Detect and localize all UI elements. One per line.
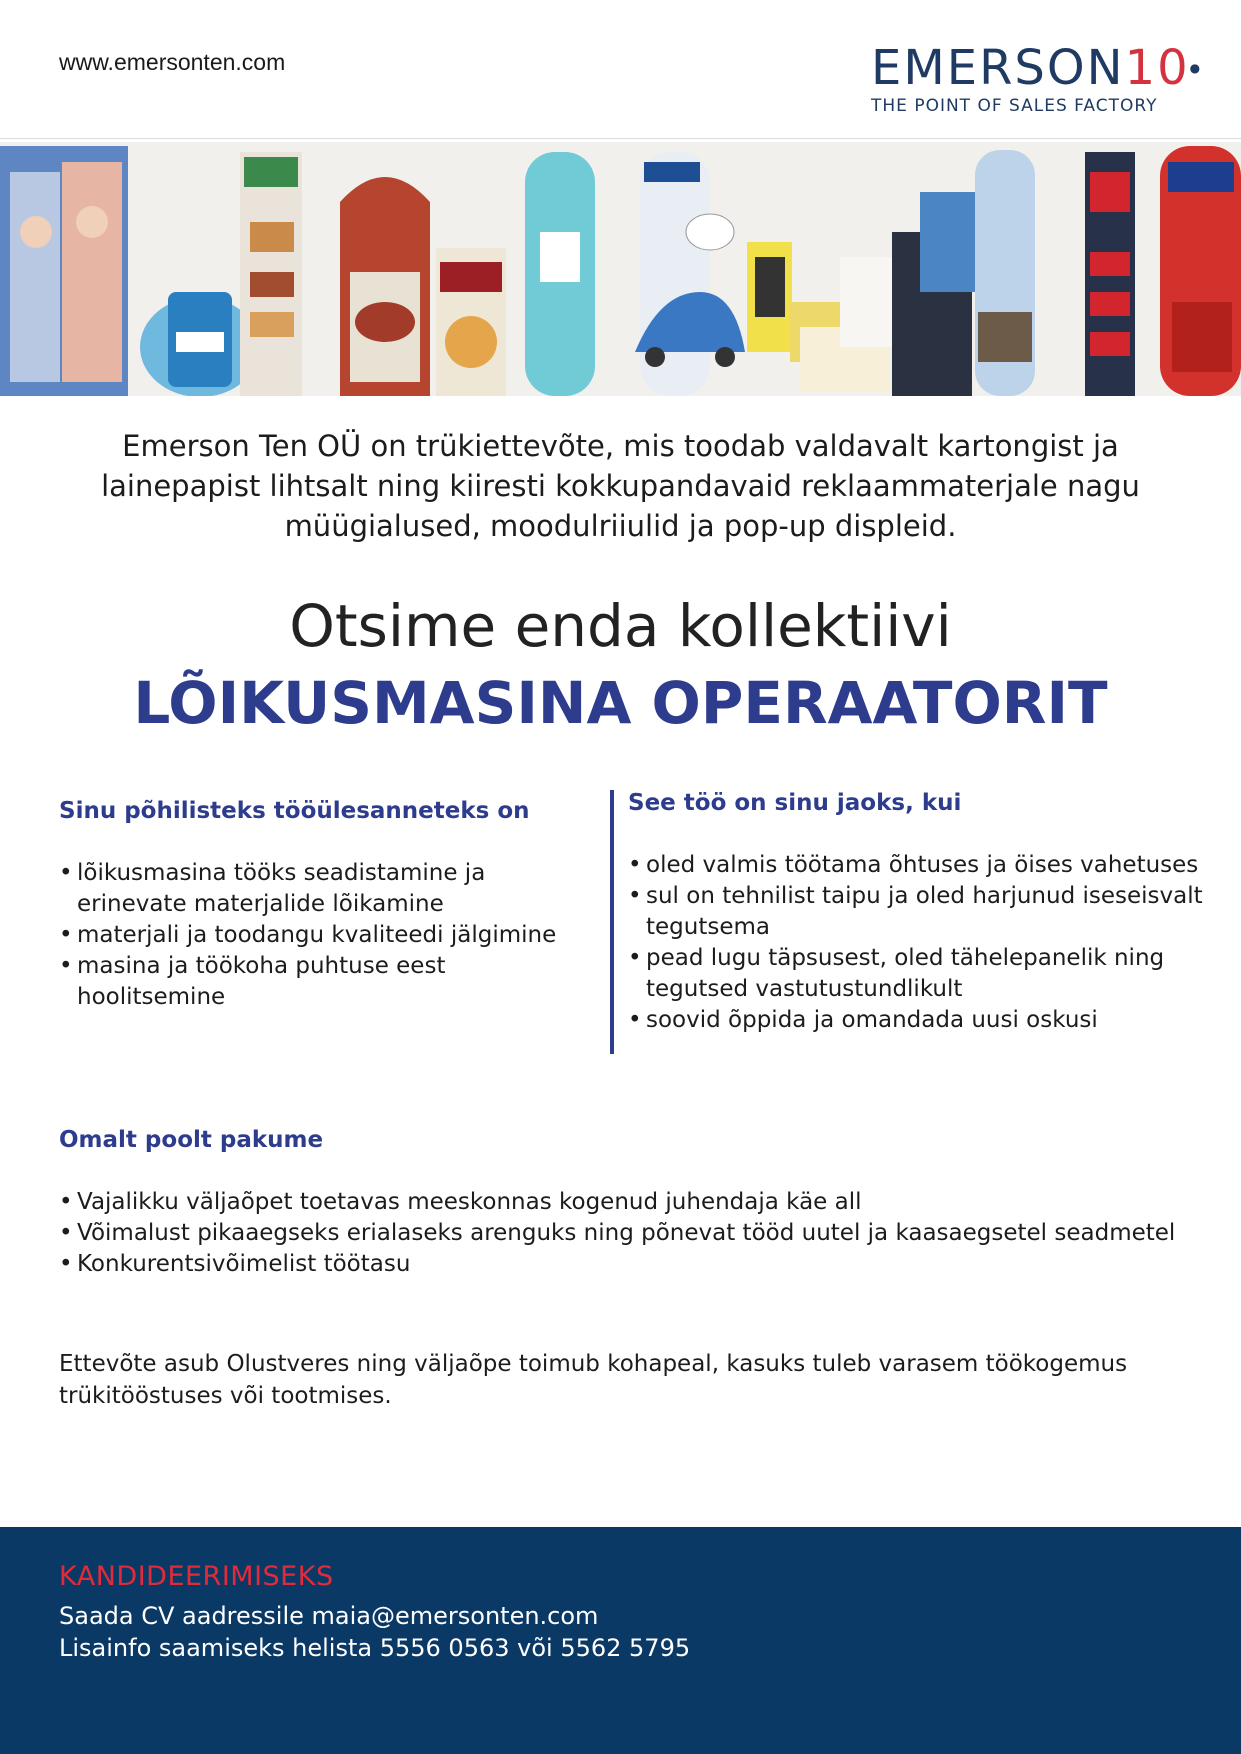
offer-section xyxy=(59,1127,1199,1280)
registered-icon: ● xyxy=(1189,61,1203,75)
emerson-logo xyxy=(871,40,1211,124)
headline: Otsime enda kollektiivi xyxy=(289,592,952,660)
requirements-section xyxy=(610,790,1210,1054)
requirements-title: See töö on sinu jaoks, kui xyxy=(628,790,962,816)
list-item: • lõikusmasina tööks seadistamine ja erinevate materjalide lõikamine xyxy=(59,858,599,920)
logo-name: EMERSON xyxy=(871,40,1125,96)
list-item: • pead lugu täpsusest, oled tähelepanelik ning tegutsed vastutustundlikult xyxy=(628,943,1210,1005)
website-url[interactable]: www.emersonten.com xyxy=(59,49,286,75)
list-item: • sul on tehnilist taipu ja oled harjunud iseseisvalt tegutsema xyxy=(628,881,1210,943)
footer-phone-line[interactable]: Lisainfo saamiseks helista 5556 0563 või 5562 5795 xyxy=(59,1634,691,1662)
footer-email-line[interactable]: Saada CV aadressile maia@emersonten.com xyxy=(59,1602,599,1630)
footer-title: KANDIDEERIMISEKS xyxy=(59,1561,334,1592)
offer-list xyxy=(59,1187,1199,1280)
logo-number: 10 xyxy=(1124,40,1190,96)
product-banner-illustration xyxy=(0,142,1241,396)
company-intro: Emerson Ten OÜ on trükiettevõte, mis toodab valdavalt kartongist ja lainepapist lihtsalt ning kiiresti kokkupandavaid reklaammaterjale nagu müügialused, moodulriiulid ja pop-up displeid. xyxy=(101,429,1140,543)
job-title: LÕIKUSMASINA OPERAATORIT xyxy=(133,669,1108,737)
duties-section xyxy=(59,798,599,1013)
list-item: • masina ja töökoha puhtuse eest hoolitsemine xyxy=(59,951,599,1013)
offer-title: Omalt poolt pakume xyxy=(59,1127,324,1153)
list-item: • Konkurentsivõimelist töötasu xyxy=(59,1249,1199,1280)
requirements-list xyxy=(628,850,1210,1036)
list-item: • Võimalust pikaaegseks erialaseks arenguks ning põnevat tööd uutel ja kaasaegsetel seadmetel xyxy=(59,1218,1199,1249)
duties-list xyxy=(59,858,599,1013)
list-item: • soovid õppida ja omandada uusi oskusi xyxy=(628,1005,1210,1036)
closing-text: Ettevõte asub Olustveres ning väljaõpe toimub kohapeal, kasuks tuleb varasem töökogemus trükitööstuses või tootmises. xyxy=(59,1351,1128,1409)
duties-title: Sinu põhilisteks tööülesanneteks on xyxy=(59,798,530,824)
list-item: • materjali ja toodangu kvaliteedi jälgimine xyxy=(59,920,599,951)
logo-tagline: THE POINT OF SALES FACTORY xyxy=(871,96,1158,116)
application-footer xyxy=(0,1527,1241,1754)
list-item: • Vajalikku väljaõpet toetavas meeskonnas kogenud juhendaja käe all xyxy=(59,1187,1199,1218)
list-item: • oled valmis töötama õhtuses ja öises vahetuses xyxy=(628,850,1210,881)
header-divider xyxy=(0,138,1241,139)
product-banner xyxy=(0,142,1241,396)
